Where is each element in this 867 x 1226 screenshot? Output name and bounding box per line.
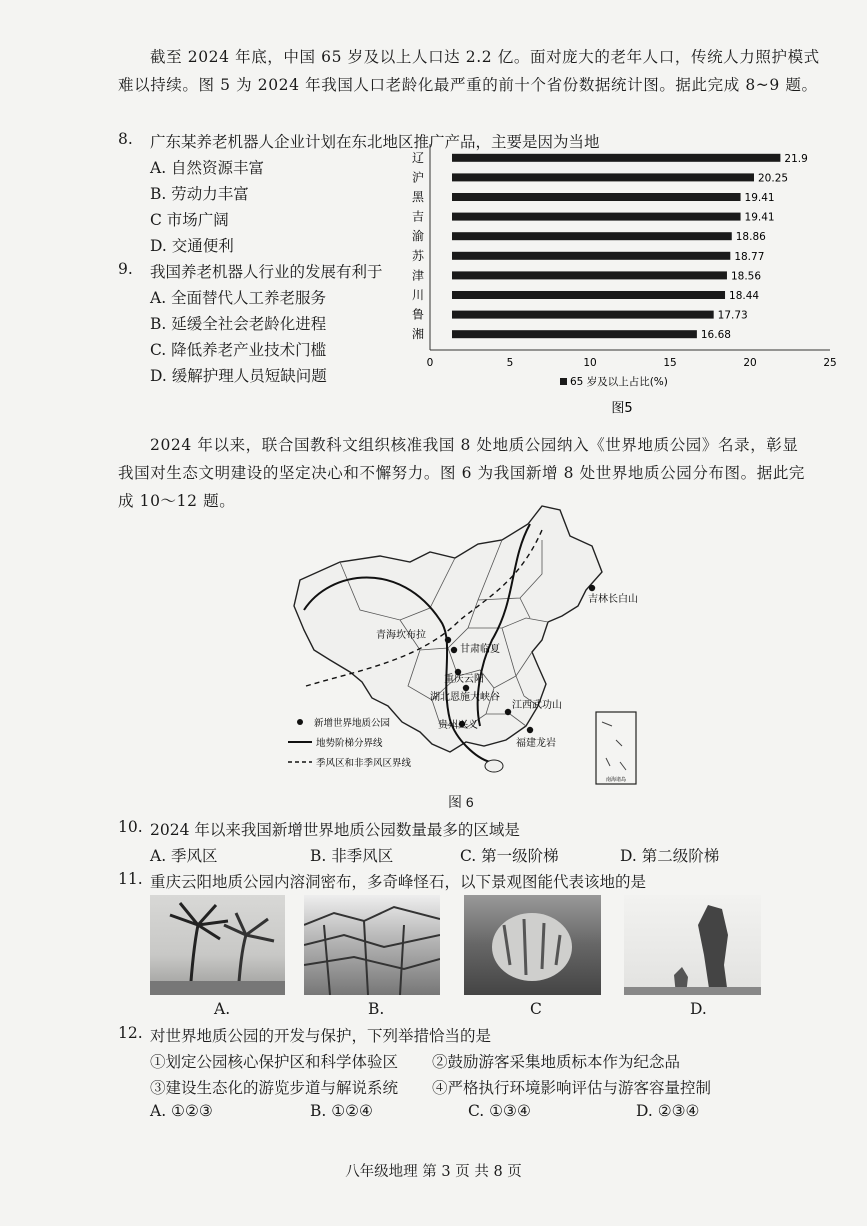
park-label-hubei: 湖北恩施大峡谷: [430, 692, 500, 703]
x-tick-label: 10: [583, 357, 597, 369]
value-label: 18.56: [730, 270, 762, 283]
q10-number: 10.: [118, 818, 143, 836]
geopark-marker-jilin: [589, 585, 595, 591]
category-label: 吉: [411, 209, 424, 224]
bar: [452, 271, 727, 279]
park-label-qinghai: 青海坎布拉: [376, 630, 426, 641]
q11-stem: 重庆云阳地质公园内溶洞密布，多奇峰怪石，以下景观图能代表该地的是: [150, 873, 647, 891]
q9-option-b[interactable]: B. 延缓全社会老龄化进程: [150, 315, 327, 333]
q11-option-b-label: B.: [368, 1000, 385, 1018]
q11-option-d-label: D.: [690, 1000, 707, 1018]
q12-option-d[interactable]: D. ②③④: [636, 1102, 700, 1120]
q12-option-c[interactable]: C. ①③④: [468, 1102, 531, 1120]
category-label: 辽: [411, 150, 424, 165]
legend-step-label: 地势阶梯分界线: [316, 738, 383, 749]
bar: [452, 330, 697, 338]
hainan-island: [485, 760, 503, 772]
q8-stem: 广东某养老机器人企业计划在东北地区推广产品，主要是因为当地: [150, 133, 600, 151]
q8-option-c[interactable]: C 市场广阔: [150, 211, 229, 229]
value-label: 18.77: [734, 250, 765, 263]
geopark-marker-jiangxi: [505, 709, 511, 715]
bar: [452, 173, 754, 181]
park-label-jilin: 吉林长白山: [588, 594, 638, 605]
category-label: 川: [411, 288, 424, 302]
category-label: 苏: [411, 248, 424, 263]
x-tick-label: 15: [663, 357, 677, 369]
value-label: 19.41: [744, 211, 775, 224]
q8-number: 8.: [118, 130, 133, 148]
q12-option-b[interactable]: B. ①②④: [310, 1102, 373, 1120]
q12-stem: 对世界地质公园的开发与保护，下列举措恰当的是: [150, 1027, 492, 1045]
q11-option-c-label: C: [530, 1000, 542, 1018]
q11-image-a-palm-trees[interactable]: [150, 895, 285, 995]
q11-number: 11.: [118, 870, 143, 888]
legend-geopark-symbol: [297, 719, 303, 725]
south-sea-inset-label: 南海诸岛: [605, 777, 627, 783]
q11-option-a-label: A.: [214, 1000, 231, 1018]
intro-paragraph-2-line-2: 我国对生态文明建设的坚定决心和不懈努力。图 6 为我国新增 8 处世界地质公园分布图。据此完: [118, 464, 806, 482]
geopark-marker-fujian: [527, 727, 533, 733]
q9-number: 9.: [118, 260, 133, 278]
category-label: 渝: [411, 229, 424, 244]
legend-geopark-label: 新增世界地质公园: [314, 718, 391, 729]
legend-monsoon-label: 季风区和非季风区界线: [316, 758, 412, 769]
q11-image-c-karst-cave[interactable]: [464, 895, 601, 995]
bar: [452, 252, 730, 260]
park-label-guizhou: 贵州兴义: [438, 720, 478, 731]
q10-stem: 2024 年以来我国新增世界地质公园数量最多的区域是: [150, 821, 520, 839]
park-label-fujian: 福建龙岩: [516, 738, 556, 749]
q8-option-d[interactable]: D. 交通便利: [150, 237, 234, 255]
value-label: 16.68: [700, 329, 731, 342]
legend-label: 65 岁及以上占比(%): [570, 376, 668, 388]
park-label-gansu: 甘肃临夏: [460, 644, 500, 655]
q9-option-c[interactable]: C. 降低养老产业技术门槛: [150, 341, 327, 359]
value-label: 18.86: [735, 231, 766, 244]
value-label: 19.41: [744, 192, 775, 204]
q9-option-d[interactable]: D. 缓解护理人员短缺问题: [150, 367, 327, 385]
q10-option-d[interactable]: D. 第二级阶梯: [620, 847, 720, 865]
q12-option-a[interactable]: A. ①②③: [150, 1102, 213, 1120]
q10-option-a[interactable]: A. 季风区: [150, 847, 218, 865]
category-label: 沪: [411, 170, 424, 185]
value-label: 21.9: [784, 152, 808, 165]
value-label: 20.25: [758, 172, 789, 185]
figure-6-china-map: [280, 500, 640, 790]
figure-5-caption: 图5: [611, 401, 633, 416]
value-label: 18.44: [729, 290, 760, 302]
q12-number: 12.: [118, 1024, 143, 1042]
intro-paragraph-1-line-2: 难以持续。图 5 为 2024 年我国人口老龄化最严重的前十个省份数据统计图。据此完成 8~9 题。: [118, 76, 818, 94]
bar: [452, 213, 741, 221]
category-label: 鲁: [411, 307, 424, 322]
category-label: 黑: [411, 190, 424, 204]
q11-image-d-rock-pillars[interactable]: [624, 895, 761, 995]
q10-option-c[interactable]: C. 第一级阶梯: [460, 847, 559, 865]
q9-option-a[interactable]: A. 全面替代人工养老服务: [150, 289, 327, 307]
bar: [452, 232, 732, 240]
bar: [452, 193, 741, 201]
park-label-jiangxi: 江西武功山: [512, 700, 562, 711]
q8-option-a[interactable]: A. 自然资源丰富: [150, 159, 265, 177]
category-label: 湘: [411, 327, 424, 342]
intro-paragraph-1-line-1: 截至 2024 年底，中国 65 岁及以上人口达 2.2 亿。面对庞大的老年人口，传统人力照护模式: [150, 48, 820, 66]
geopark-marker-gansu: [451, 647, 457, 653]
bar: [452, 291, 725, 299]
q12-item-4: ④严格执行环境影响评估与游客容量控制: [432, 1079, 712, 1097]
intro-paragraph-2-line-3: 成 10～12 题。: [118, 492, 236, 510]
q11-image-b-terraced-rock[interactable]: [304, 895, 440, 995]
bar: [452, 154, 780, 162]
south-sea-inset-frame: [596, 712, 636, 784]
figure-6-caption: 图 6: [448, 794, 474, 810]
x-tick-label: 0: [426, 357, 434, 369]
x-tick-label: 5: [506, 357, 514, 369]
geopark-marker-qinghai: [445, 637, 451, 643]
x-tick-label: 20: [743, 357, 757, 369]
bar: [452, 311, 714, 319]
page-footer: 八年级地理 第 3 页 共 8 页: [345, 1164, 522, 1180]
figure-5-bar-chart: [400, 140, 860, 420]
category-label: 津: [411, 268, 424, 283]
q12-item-1: ①划定公园核心保护区和科学体验区: [150, 1053, 399, 1071]
q10-option-b[interactable]: B. 非季风区: [310, 847, 394, 865]
x-tick-label: 25: [823, 357, 837, 369]
q12-item-2: ②鼓励游客采集地质标本作为纪念品: [432, 1053, 681, 1071]
value-label: 17.73: [717, 309, 748, 322]
legend-swatch: [560, 378, 567, 385]
q8-option-b[interactable]: B. 劳动力丰富: [150, 185, 249, 203]
intro-paragraph-2-line-1: 2024 年以来，联合国教科文组织核准我国 8 处地质公园纳入《世界地质公园》名录，彰显: [150, 436, 799, 454]
q12-item-3: ③建设生态化的游览步道与解说系统: [150, 1079, 399, 1097]
geopark-marker-hubei: [463, 685, 469, 691]
park-label-chongqing: 重庆云阳: [444, 674, 484, 685]
q9-stem: 我国养老机器人行业的发展有利于: [150, 263, 383, 281]
